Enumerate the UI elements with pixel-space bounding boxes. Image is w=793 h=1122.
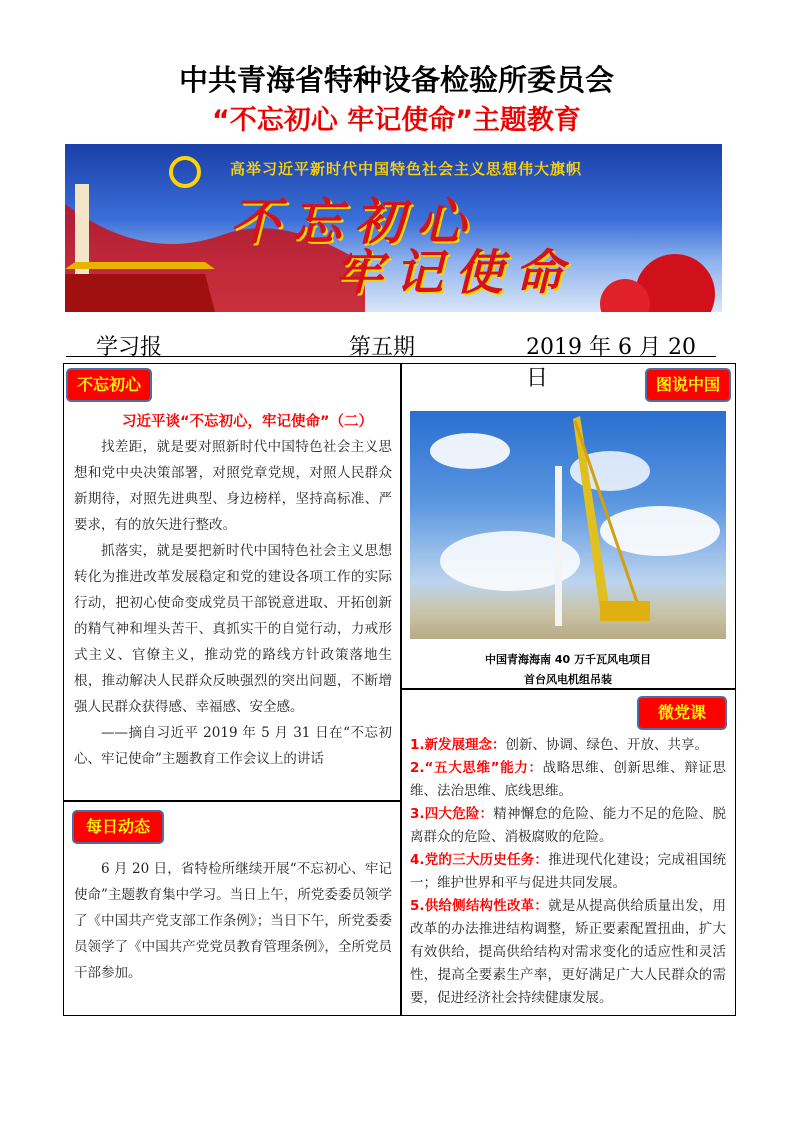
banner-image — [65, 144, 722, 312]
paragraph: 抓落实，就是要把新时代中国特色社会主义思想转化为推进改革发展稳定和党的建设各项工作的实际行动，把初心使命变成党员干部锐意进取、开拓创新的精气神和埋头苦干、真抓实干的自觉行动，力戒形式主义、官僚主义，推动党的路线方针政策落地生根，推动解决人民群众反映强烈的突出问题，不断增强人民群众获得感、幸福感、安全感。 — [74, 543, 392, 715]
item-text: 战略思维、创新思维、辩证思维、法治思维、底线思维。 — [410, 760, 726, 799]
party-emblem-icon — [171, 158, 199, 186]
item-text: 就是从提高供给质量出发，用改革的办法推进结构调整，矫正要素配置扭曲，扩大有效供给，提高供给结构对需求变化的适应性和灵活性，提高全要素生产率，更好满足广大人民群众的需要，促进经济社会持续健康发展。 — [410, 898, 726, 1006]
page-subtitle: “不忘初心 牢记使命”主题教育 — [212, 105, 581, 136]
article-body — [74, 434, 392, 772]
newsletter-name: 学习报 — [96, 335, 163, 360]
micro-lesson-list — [410, 734, 726, 1010]
item-text: 精神懈怠的危险、能力不足的危险、脱离群众的危险、消极腐败的危险。 — [410, 806, 726, 845]
left-divider — [64, 800, 401, 802]
lesson-item — [410, 849, 726, 895]
page-title: 中共青海省特种设备检验所委员会 — [178, 63, 614, 97]
item-text: 创新、协调、绿色、开放、共享。 — [505, 737, 709, 753]
item-text: 推进现代化建设；完成祖国统一；维护世界和平与促进共同发展。 — [410, 852, 726, 891]
item-label: 2.“五大思维”能力： — [410, 760, 543, 776]
issue-date: 2019 年 6 月 20 日 — [526, 335, 696, 391]
lesson-item — [410, 895, 726, 1010]
section-tag-buwang: 不忘初心 — [66, 368, 152, 402]
item-label: 1.新发展理念： — [410, 737, 506, 753]
content-grid — [63, 363, 736, 1016]
item-label: 3.四大危险： — [410, 806, 494, 822]
item-label: 4.党的三大历史任务： — [410, 852, 549, 868]
caption-line: 首台风电机组吊装 — [524, 673, 612, 686]
article-source: ——摘自习近平 2019 年 5 月 31 日在“不忘初心、牢记使命”主题教育工作会议上的讲话 — [74, 725, 392, 767]
banner-line2: 牢记使命 — [335, 245, 576, 301]
lesson-item — [410, 803, 726, 849]
photo-caption — [401, 650, 735, 690]
paragraph: 找差距，就是要对照新时代中国特色社会主义思想和党中央决策部署，对照党章党规，对照人民群众新期待，对照先进典型、身边榜样，坚持高标准、严要求，有的放矢进行整改。 — [74, 439, 392, 533]
section-tag-daily: 每日动态 — [72, 810, 164, 844]
issue-number: 第五期 — [349, 335, 416, 360]
wind-turbine-photo — [410, 411, 726, 639]
item-label: 5.供给侧结构性改革： — [410, 898, 549, 914]
paragraph: 6 月 20 日，省特检所继续开展“不忘初心、牢记使命”主题教育集中学习。当日上午，所党委委员领学了《中国共产党支部工作条例》；当日下午，所党委委员领学了《中国共产党党员教育管理条例》，全所党员干部参加。 — [74, 861, 392, 981]
lesson-item — [410, 757, 726, 803]
section-tag-picture: 图说中国 — [645, 368, 731, 402]
section-tag-micro-lesson: 微党课 — [637, 696, 727, 730]
article-heading: 习近平谈“不忘初心，牢记使命”（二） — [122, 414, 374, 430]
caption-line: 中国青海海南 40 万千瓦风电项目 — [485, 653, 651, 666]
banner-slogan: 高举习近平新时代中国特色社会主义思想伟大旗帜 — [230, 160, 583, 178]
lesson-item — [410, 734, 726, 757]
banner-line1: 不忘初心 — [230, 192, 478, 251]
photo-scene — [410, 411, 726, 639]
daily-news — [74, 856, 392, 986]
